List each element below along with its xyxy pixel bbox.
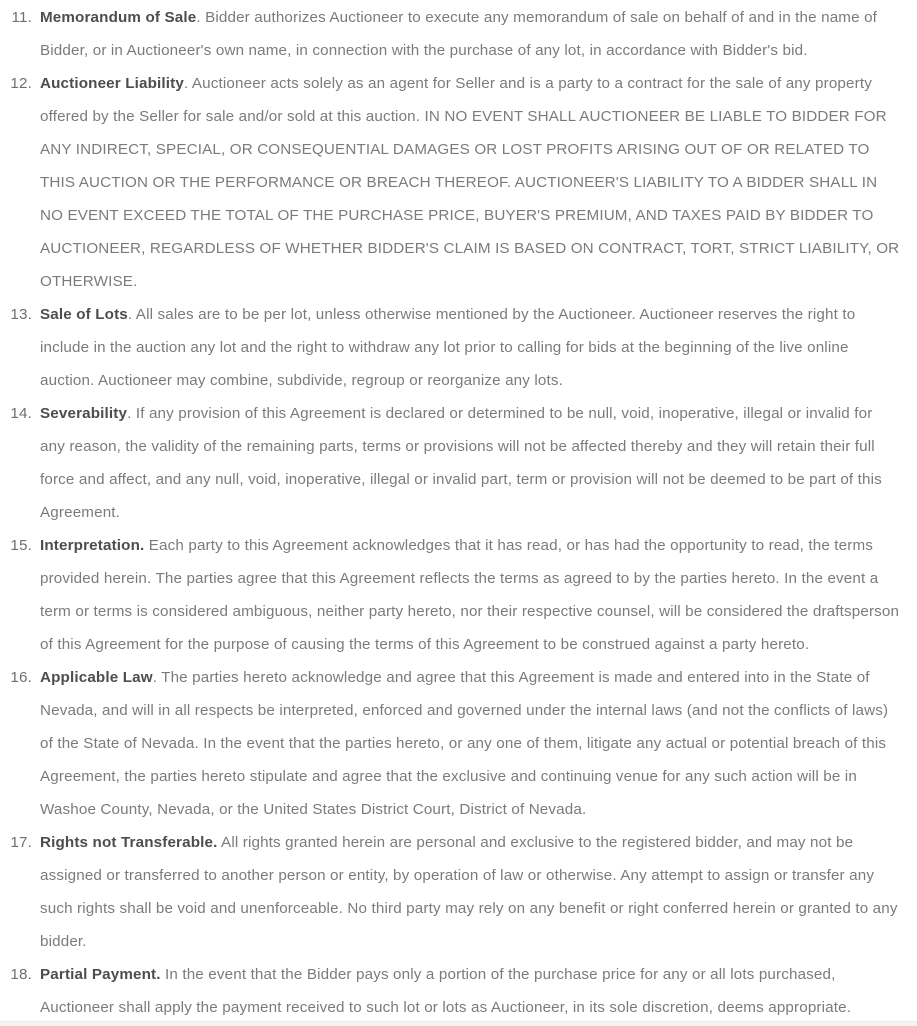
terms-and-conditions-document (0, 1, 917, 1026)
term-body (40, 529, 900, 661)
term-number: 15. (10, 537, 32, 554)
term-number: 12. (10, 75, 32, 92)
term-title: Sale of Lots (40, 306, 128, 323)
term-item (0, 397, 917, 529)
page-bottom-edge (0, 1021, 917, 1026)
term-number: 13. (10, 306, 32, 323)
term-text: . All sales are to be per lot, unless otherwise mentioned by the Auctioneer. Auctioneer reserves the right to include in the auction any lot and the right to withdraw any lot prior to calling for bids at the beginning of the live online auction. Auctioneer may combine, subdivide, regroup or reorganize any lots. (40, 306, 856, 389)
term-title: Memorandum of Sale (40, 9, 197, 26)
term-body (40, 958, 900, 1024)
term-item (0, 826, 917, 958)
term-text: . If any provision of this Agreement is declared or determined to be null, void, inoperative, illegal or invalid for any reason, the validity of the remaining parts, terms or provisions will not be affected thereby and they will retain their full force and affect, and any null, void, inoperative, illegal or invalid part, term or provision will not be deemed to be part of this Agreement. (40, 405, 882, 521)
term-title: Partial Payment. (40, 966, 161, 983)
term-body (40, 298, 900, 397)
term-item (0, 958, 917, 1024)
term-item (0, 298, 917, 397)
term-number: 16. (10, 669, 32, 686)
term-text: In the event that the Bidder pays only a portion of the purchase price for any or all lots purchased, Auctioneer shall apply the payment received to such lot or lots as Auctioneer, in its sole discretion, deems appropriate. (40, 966, 852, 1016)
term-text: . The parties hereto acknowledge and agree that this Agreement is made and entered into in the State of Nevada, and will in all respects be interpreted, enforced and governed under the internal laws (and not the conflicts of laws) of the State of Nevada. In the event that the parties hereto, or any one of them, litigate any actual or potential breach of this Agreement, the parties hereto stipulate and agree that the exclusive and continuing venue for any such action will be in Washoe County, Nevada, or the United States District Court, District of Nevada. (40, 669, 889, 818)
term-item (0, 529, 917, 661)
term-item (0, 1, 917, 67)
term-number: 11. (11, 9, 32, 26)
term-title: Severability (40, 405, 128, 422)
term-item (0, 661, 917, 826)
term-body (40, 661, 900, 826)
terms-list (0, 1, 917, 1024)
term-number: 18. (10, 966, 32, 983)
term-body (40, 397, 900, 529)
term-title: Auctioneer Liability (40, 75, 184, 92)
term-text: All rights granted herein are personal and exclusive to the registered bidder, and may not be assigned or transferred to another person or entity, by operation of law or otherwise. Any attempt to assign or transfer any such rights shall be void and unenforceable. No third party may rely on any benefit or right conferred herein or granted to any bidder. (40, 834, 898, 950)
term-text: . Auctioneer acts solely as an agent for Seller and is a party to a contract for the sale of any property offered by the Seller for sale and/or sold at this auction. IN NO EVENT SHALL AUCTIONEER BE LIABLE TO BIDDER FOR ANY INDIRECT, SPECIAL, OR CONSEQUENTIAL DAMAGES OR LOST PROFITS ARISING OUT OF OR RELATED TO THIS AUCTION OR THE PERFORMANCE OR BREACH THEREOF. AUCTIONEER'S LIABILITY TO A BIDDER SHALL IN NO EVENT EXCEED THE TOTAL OF THE PURCHASE PRICE, BUYER'S PREMIUM, AND TAXES PAID BY BIDDER TO AUCTIONEER, REGARDLESS OF WHETHER BIDDER'S CLAIM IS BASED ON CONTRACT, TORT, STRICT LIABILITY, OR OTHERWISE. (40, 75, 900, 290)
term-body (40, 67, 900, 298)
term-number: 17. (10, 834, 32, 851)
term-number: 14. (10, 405, 32, 422)
term-title: Rights not Transferable. (40, 834, 218, 851)
term-body (40, 826, 900, 958)
term-text: Each party to this Agreement acknowledges that it has read, or has had the opportunity to read, the terms provided herein. The parties agree that this Agreement reflects the terms as agreed to by the parties hereto. In the event a term or terms is considered ambiguous, neither party hereto, nor their respective counsel, will be considered the draftsperson of this Agreement for the purpose of causing the terms of this Agreement to be construed against a party hereto. (40, 537, 900, 653)
term-body (40, 1, 900, 67)
term-title: Interpretation. (40, 537, 145, 554)
term-text: . Bidder authorizes Auctioneer to execute any memorandum of sale on behalf of and in the name of Bidder, or in Auctioneer's own name, in connection with the purchase of any lot, in accordance with Bidder's bid. (40, 9, 878, 59)
term-item (0, 67, 917, 298)
term-title: Applicable Law (40, 669, 153, 686)
